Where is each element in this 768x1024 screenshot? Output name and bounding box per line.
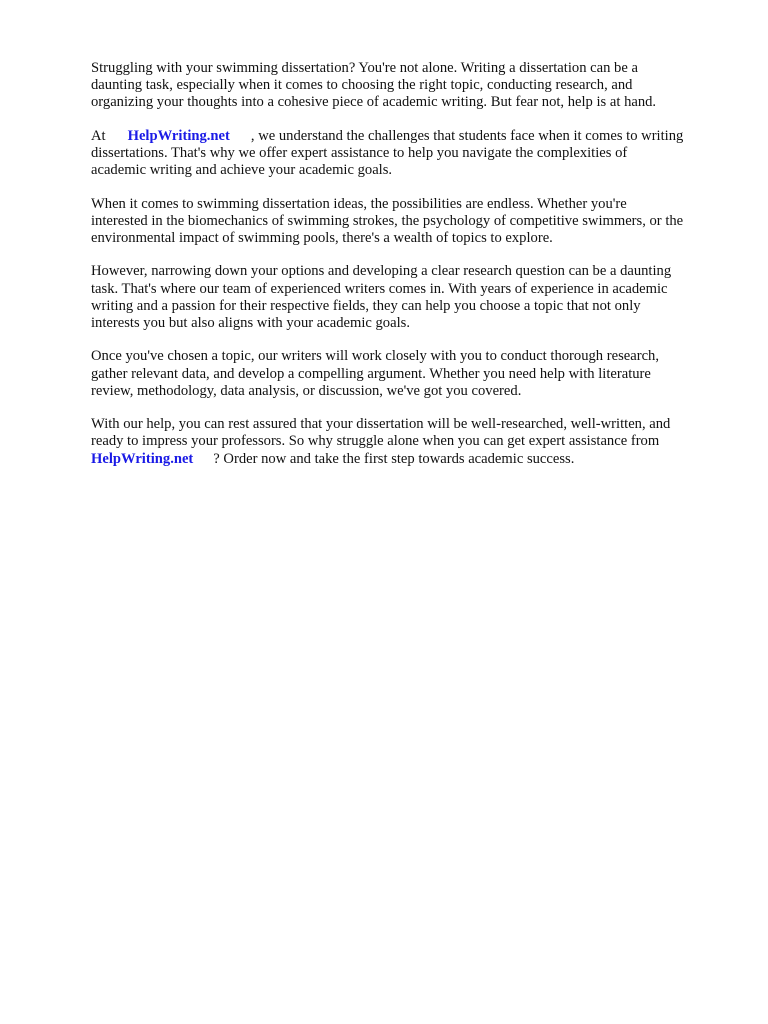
paragraph-narrowing — [91, 263, 731, 332]
text-line: writing and a passion for their respective fields, they can help you choose a topic that not only — [91, 297, 641, 314]
text-fragment: ? Order now and take the first step towards academic success. — [213, 450, 575, 467]
paragraph-intro — [91, 60, 731, 112]
text-line: gather relevant data, and develop a compelling argument. Whether you need help with literature — [91, 365, 651, 382]
text-line: When it comes to swimming dissertation ideas, the possibilities are endless. Whether you're — [91, 195, 627, 212]
paragraph-closing — [91, 416, 731, 468]
paragraph-research — [91, 348, 731, 400]
paragraph-about — [91, 128, 731, 180]
text-line: review, methodology, data analysis, or discussion, we've got you covered. — [91, 382, 522, 399]
text-line: dissertations. That's why we offer expert assistance to help you navigate the complexities of — [91, 145, 628, 161]
helpwriting-link[interactable]: HelpWriting.net — [91, 450, 194, 467]
text-line — [91, 451, 731, 468]
text-line: interests you but also aligns with your academic goals. — [91, 315, 410, 331]
text-line: environmental impact of swimming pools, there's a wealth of topics to explore. — [91, 230, 553, 246]
text-line — [91, 128, 731, 145]
text-line: academic writing and achieve your academic goals. — [91, 162, 393, 179]
text-line: task. That's where our team of experienced writers comes in. With years of experience in academic — [91, 280, 668, 297]
text-line: However, narrowing down your options and developing a clear research question can be a daunting — [91, 263, 672, 280]
document-body — [91, 60, 731, 484]
text-line: Once you've chosen a topic, our writers will work closely with you to conduct thorough research, — [91, 348, 659, 365]
text-line: ready to impress your professors. So why struggle alone when you can get expert assistance from — [91, 433, 660, 450]
paragraph-ideas — [91, 196, 731, 248]
text-fragment: , we understand the challenges that students face when it comes to writing — [250, 127, 684, 144]
text-line: daunting task, especially when it comes to choosing the right topic, conducting research, and — [91, 77, 633, 94]
helpwriting-link[interactable]: HelpWriting.net — [127, 127, 230, 144]
text-lead: At — [91, 127, 106, 144]
text-line: interested in the biomechanics of swimming strokes, the psychology of competitive swimmers, or the — [91, 212, 684, 229]
text-line: With our help, you can rest assured that your dissertation will be well-researched, well-written, and — [91, 416, 671, 433]
text-line: Struggling with your swimming dissertation? You're not alone. Writing a dissertation can be a — [91, 60, 638, 76]
text-line: organizing your thoughts into a cohesive piece of academic writing. But fear not, help is at hand. — [91, 94, 657, 111]
